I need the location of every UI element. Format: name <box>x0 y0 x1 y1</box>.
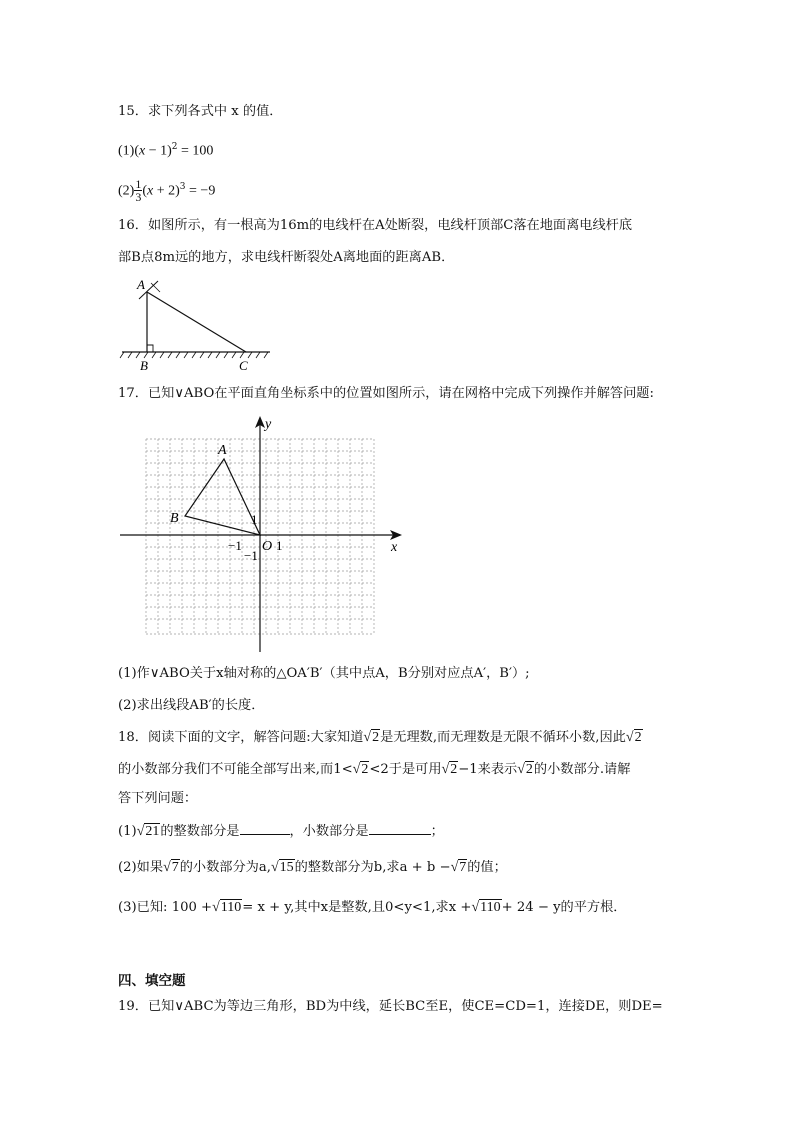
sqrt-2: √2 <box>352 762 369 777</box>
sqrt-15: √15 <box>270 860 294 875</box>
q18-line1: 18．阅读下面的文字，解答问题:大家知道√2是无理数,而无理数是无限不循环小数,因此√2 <box>118 728 643 748</box>
q17-coordinate-grid <box>118 412 410 657</box>
q15-stem: 15．求下列各式中 x 的值． <box>118 104 283 119</box>
sqrt-7: √7 <box>163 860 179 875</box>
q17-part2: (2)求出线段AB′的长度． <box>118 698 265 713</box>
label-B: B <box>170 511 179 526</box>
answer-blank-decimal[interactable] <box>369 820 431 835</box>
triangle-ABO <box>185 459 260 535</box>
q17-stem: 17．已知∨ABO在平面直角坐标系中的位置如图所示，请在网格中完成下列操作并解答问题: <box>118 386 654 401</box>
q19-line1: 19．已知∨ABC为等边三角形，BD为中线，延长BC至E，使CE=CD=1，连接DE，则DE= <box>118 999 663 1014</box>
tick-1-x: 1 <box>276 538 283 553</box>
q18-part2: (2)如果√7的小数部分为a,√15的整数部分为b,求a + b −√7的值； <box>118 858 507 878</box>
sqrt-2: √2 <box>625 730 642 745</box>
sqrt-2: √2 <box>517 762 533 777</box>
q17-part1: (1)作∨ABO关于x轴对称的△OA′B′（其中点A，B分别对应点A′，B′）; <box>118 666 530 681</box>
tick-1-y: 1 <box>251 512 258 527</box>
q16-pole-figure <box>118 275 278 375</box>
q18-line2: 的小数部分我们不可能全部写出来,而1<√2<2于是可用√2−1来表示√2的小数部分.请解 <box>118 760 630 780</box>
q18-part1: (1)√21的整数部分是 ，小数部分是 ； <box>118 820 444 842</box>
label-C: C <box>239 358 248 373</box>
label-B: B <box>140 358 148 373</box>
label-A: A <box>218 443 227 458</box>
section-title: 四、填空题 <box>118 973 186 989</box>
sqrt-110: √110 <box>471 900 501 915</box>
q18-line3: 答下列问题： <box>118 791 198 806</box>
sqrt-110: √110 <box>212 900 242 915</box>
label-y: y <box>265 417 272 432</box>
label-x: x <box>391 540 398 555</box>
q16-line1: 16．如图所示，有一根高为16m的电线杆在A处断裂，电线杆顶部C落在地面离电线杆底 <box>118 218 633 233</box>
answer-blank-integer[interactable] <box>240 820 290 835</box>
q15-part2: (2) $\frac{1}{3}$ $(x + 2)^3 = -9$ <box>118 177 216 205</box>
q18-part3: (3)已知: 100 +√110= x + y,其中x是整数,且0<y<1,求x +√110+ 24 − y的平方根． <box>118 898 626 918</box>
fraction: $\frac{1}{3}$ <box>135 177 142 205</box>
sqrt-2: √2 <box>363 730 380 745</box>
q16-line2: 部B点8m远的地方，求电线杆断裂处A离地面的距离AB． <box>118 250 455 265</box>
sqrt-7: √7 <box>450 860 467 875</box>
label-O: O <box>262 539 273 554</box>
sqrt-2: √2 <box>441 762 458 777</box>
tick-neg1-x: −1 <box>228 538 242 553</box>
sqrt-21: √21 <box>136 824 160 839</box>
tick-neg1-y: −1 <box>244 548 258 563</box>
label-A: A <box>137 277 145 292</box>
q15-part1: $(1)(x - 1)^2 = 100$ <box>118 142 214 159</box>
